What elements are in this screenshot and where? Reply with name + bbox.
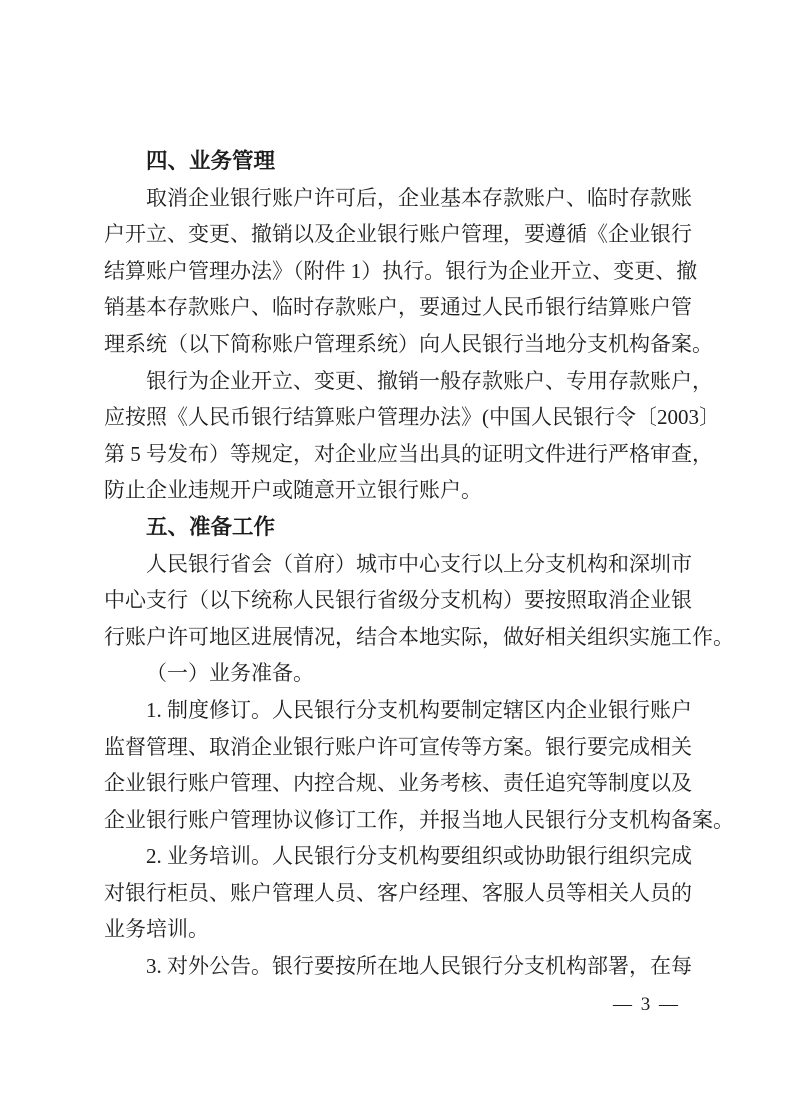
text-line: 2. 业务培训。人民银行分支机构要组织或协助银行组织完成 [146,844,692,869]
text-line: 监督管理、取消企业银行账户许可宣传等方案。银行要完成相关 [104,734,692,759]
text-line: 户开立、变更、撤销以及企业银行账户管理，要遵循《企业银行 [104,222,692,247]
text-line: 应按照《人民币银行结算账户管理办法》(中国人民银行令〔2003〕 [104,405,720,430]
text-line: 防止企业违规开户或随意开立银行账户。 [104,478,482,503]
text-line: 对银行柜员、账户管理人员、客户经理、客服人员等相关人员的 [104,880,692,905]
text-line: 结算账户管理办法》（附件 1）执行。银行为企业开立、变更、撤 [104,258,698,283]
section-heading: 四、业务管理 [146,149,276,173]
text-line: 企业银行账户管理协议修订工作，并报当地人民银行分支机构备案。 [104,807,734,832]
paragraph-3 [104,546,734,656]
text-line: 第 5 号发布）等规定，对企业应当出具的证明文件进行严格审查， [104,441,713,466]
text-line: 销基本存款账户、临时存款账户，要通过人民币银行结算账户管 [104,295,692,320]
section-heading: 五、准备工作 [146,514,276,539]
text-line: 1. 制度修订。人民银行分支机构要制定辖区内企业银行账户 [146,697,692,722]
text-line: （一）业务准备。 [146,661,314,686]
text-line: 银行为企业开立、变更、撤销一般存款账户、专用存款账户， [146,368,713,393]
page-number: — 3 — [613,994,680,1015]
text-line: 人民银行省会（首府）城市中心支行以上分支机构和深圳市 [146,551,692,576]
numbered-item-3 [104,948,704,985]
text-line: 行账户许可地区进展情况，结合本地实际，做好相关组织实施工作。 [104,624,734,649]
paragraph-2 [104,363,720,509]
section-4 [104,143,704,180]
subsection-1 [104,655,704,692]
numbered-item-1 [104,692,734,838]
text-line: 中心支行（以下统称人民银行省级分支机构）要按照取消企业银 [104,588,692,613]
numbered-item-2 [104,838,704,948]
text-line: 企业银行账户管理、内控合规、业务考核、责任追究等制度以及 [104,771,692,796]
section-5 [104,509,704,546]
text-line: 3. 对外公告。银行要按所在地人民银行分支机构部署，在每 [146,954,692,979]
paragraph-1 [104,180,713,363]
document-body [104,143,734,985]
text-line: 理系统（以下简称账户管理系统）向人民银行当地分支机构备案。 [104,331,713,356]
text-line: 取消企业银行账户许可后，企业基本存款账户、临时存款账 [146,185,692,210]
text-line: 业务培训。 [104,917,209,942]
